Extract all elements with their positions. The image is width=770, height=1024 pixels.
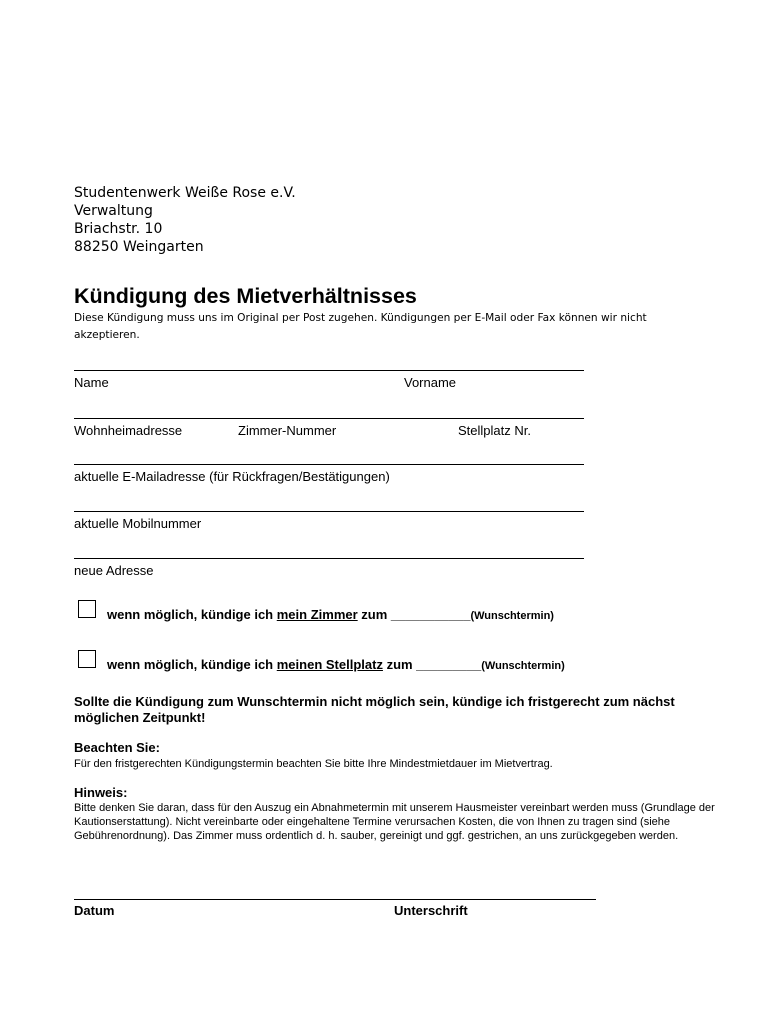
wohnheim-input-line[interactable] xyxy=(74,418,584,419)
mobil-label: aktuelle Mobilnummer xyxy=(74,516,202,531)
zimmer-option-underlined: mein Zimmer xyxy=(276,607,358,622)
wohnheim-label: Wohnheimadresse xyxy=(74,423,183,438)
zimmer-option-text: wenn möglich, kündige ich mein Zimmer zum ___________(Wunschtermin) xyxy=(107,607,554,622)
neue-adresse-input-line[interactable] xyxy=(74,558,584,559)
stellplatz-nr-label: Stellplatz Nr. xyxy=(458,423,531,438)
beachten-text: Für den fristgerechten Kündigungstermin beachten Sie bitte Ihre Mindestmietdauer im Mietvertrag. xyxy=(74,758,553,770)
beachten-heading: Beachten Sie: xyxy=(74,740,160,755)
neue-adresse-label: neue Adresse xyxy=(74,563,154,578)
signature-line[interactable] xyxy=(74,899,596,900)
vorname-label: Vorname xyxy=(404,375,457,390)
stellplatz-option-text: wenn möglich, kündige ich meinen Stellplatz zum _________(Wunschtermin) xyxy=(107,657,565,672)
mobil-input-line[interactable] xyxy=(74,511,584,512)
fallback-text: Sollte die Kündigung zum Wunschtermin nicht möglich sein, kündige ich fristgerecht zum nächst möglichen Zeitpunkt! xyxy=(74,694,675,725)
email-input-line[interactable] xyxy=(74,464,584,465)
intro-text: Diese Kündigung muss uns im Original per Post zugehen. Kündigungen per E-Mail oder Fax können wir nicht akzeptieren. xyxy=(74,312,647,341)
hinweis-text: Bitte denken Sie daran, dass für den Auszug ein Abnahmetermin mit unserem Hausmeister vereinbart werden muss (Grundlage der Kautionserstattung). Nicht vereinbarte oder eingehaltene Termine verursachen Kosten, die von Ihnen zu tragen sind (siehe Gebührenordnung). Das Zimmer muss ordentlich d. h. sauber, gereinigt und ggf. gestrichen, an uns zurückgegeben werden. xyxy=(74,802,715,842)
name-input-line[interactable] xyxy=(74,370,584,371)
zimmer-wunschtermin-note: (Wunschtermin) xyxy=(470,610,554,622)
email-label: aktuelle E-Mailadresse (für Rückfragen/Bestätigungen) xyxy=(74,469,390,484)
unterschrift-label: Unterschrift xyxy=(394,903,468,918)
name-label: Name xyxy=(74,375,109,390)
stellplatz-option-underlined: meinen Stellplatz xyxy=(276,657,383,672)
stellplatz-checkbox[interactable] xyxy=(78,650,96,668)
recipient-street: Briachstr. 10 xyxy=(74,221,163,237)
zimmer-nummer-label: Zimmer-Nummer xyxy=(238,423,337,438)
stellplatz-wunschtermin-note: (Wunschtermin) xyxy=(481,660,565,672)
hinweis-heading: Hinweis: xyxy=(74,785,128,800)
recipient-department: Verwaltung xyxy=(74,203,153,219)
recipient-city: 88250 Weingarten xyxy=(74,239,204,255)
recipient-name: Studentenwerk Weiße Rose e.V. xyxy=(74,185,296,201)
zimmer-checkbox[interactable] xyxy=(78,600,96,618)
document-title: Kündigung des Mietverhältnisses xyxy=(74,284,417,308)
datum-label: Datum xyxy=(74,903,115,918)
